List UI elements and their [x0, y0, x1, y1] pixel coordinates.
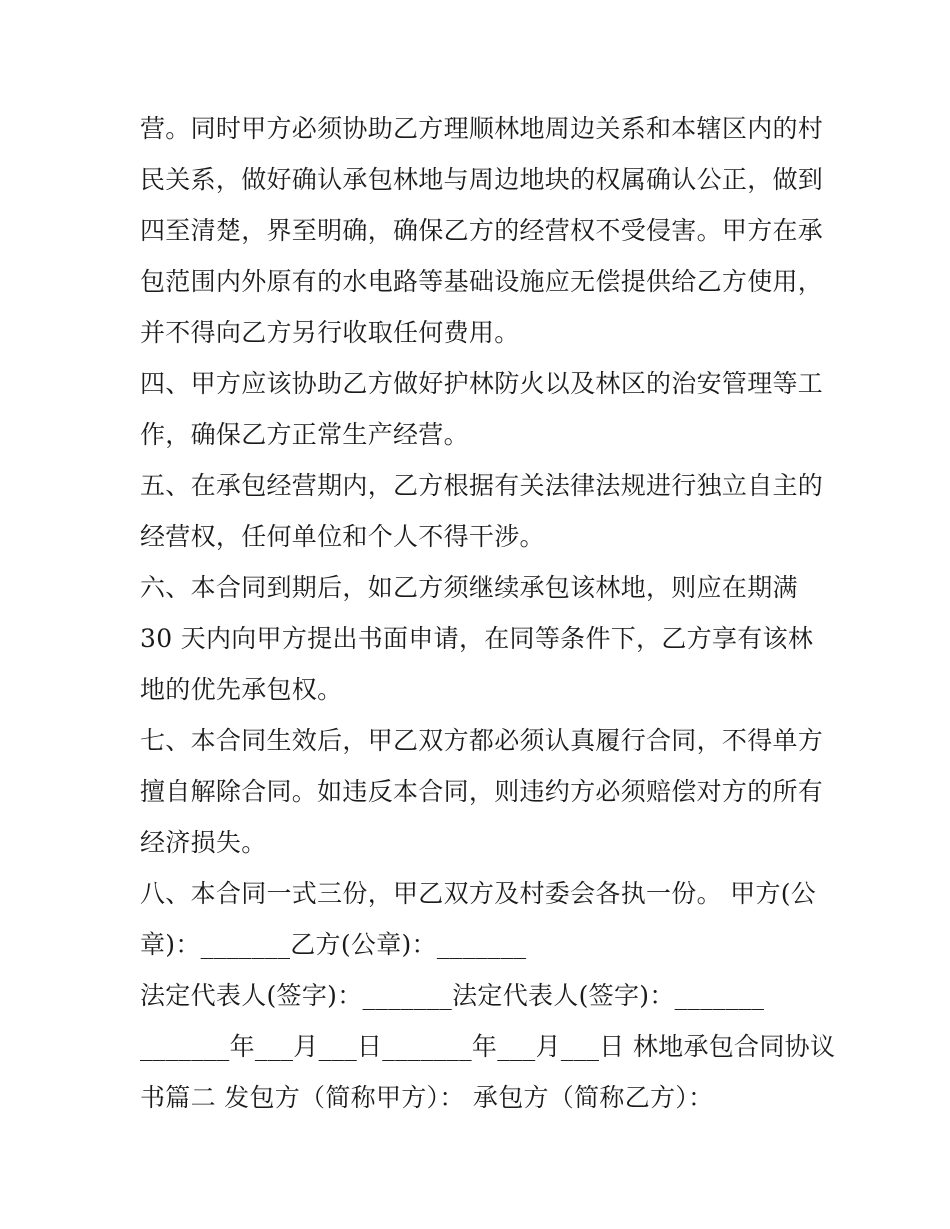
- text-line: 经营权，任何单位和个人不得干涉。: [140, 522, 545, 551]
- text-line: 地的优先承包权。: [140, 675, 343, 704]
- text-line: 经济损失。: [140, 828, 267, 857]
- text-line: 营。同时甲方必须协助乙方理顺林地周边关系和本辖区内的村: [140, 114, 824, 143]
- clause-five: 五、在承包经营期内，乙方根据有关法律法规进行独立自主的: [140, 471, 824, 500]
- signature-line: 法定代表人(签字)：_______法定代表人(签字)：_______: [140, 981, 765, 1010]
- clause-seven: 七、本合同生效后，甲乙双方都必须认真履行合同，不得单方: [140, 726, 824, 755]
- date-line: _______年___月___日_______年___月___日 林地承包合同协议: [140, 1032, 836, 1061]
- clause-eight: 八、本合同一式三份，甲乙双方及村委会各执一份。 甲方(公: [140, 879, 817, 908]
- text-line: 书篇二 发包方（简称甲方）： 承包方（简称乙方）：: [140, 1083, 714, 1112]
- clause-four: 四、甲方应该协助乙方做好护林防火以及林区的治安管理等工: [140, 369, 824, 398]
- text-line: 30 天内向甲方提出书面申请，在同等条件下，乙方享有该林: [140, 624, 814, 653]
- text-line: 并不得向乙方另行收取任何费用。: [140, 318, 520, 347]
- text-line: 擅自解除合同。如违反本合同，则违约方必须赔偿对方的所有: [140, 777, 824, 806]
- text-line: 民关系，做好确认承包林地与周边地块的权属确认公正，做到: [140, 165, 824, 194]
- contract-text: [140, 103, 836, 1123]
- clause-six: 六、本合同到期后，如乙方须继续承包该林地，则应在期满: [140, 573, 798, 602]
- seal-line: 章)：_______乙方(公章)：_______: [140, 930, 527, 959]
- text-line: 包范围内外原有的水电路等基础设施应无偿提供给乙方使用，: [140, 267, 824, 296]
- text-line: 作，确保乙方正常生产经营。: [140, 420, 469, 449]
- text-line: 四至清楚，界至明确，确保乙方的经营权不受侵害。甲方在承: [140, 216, 824, 245]
